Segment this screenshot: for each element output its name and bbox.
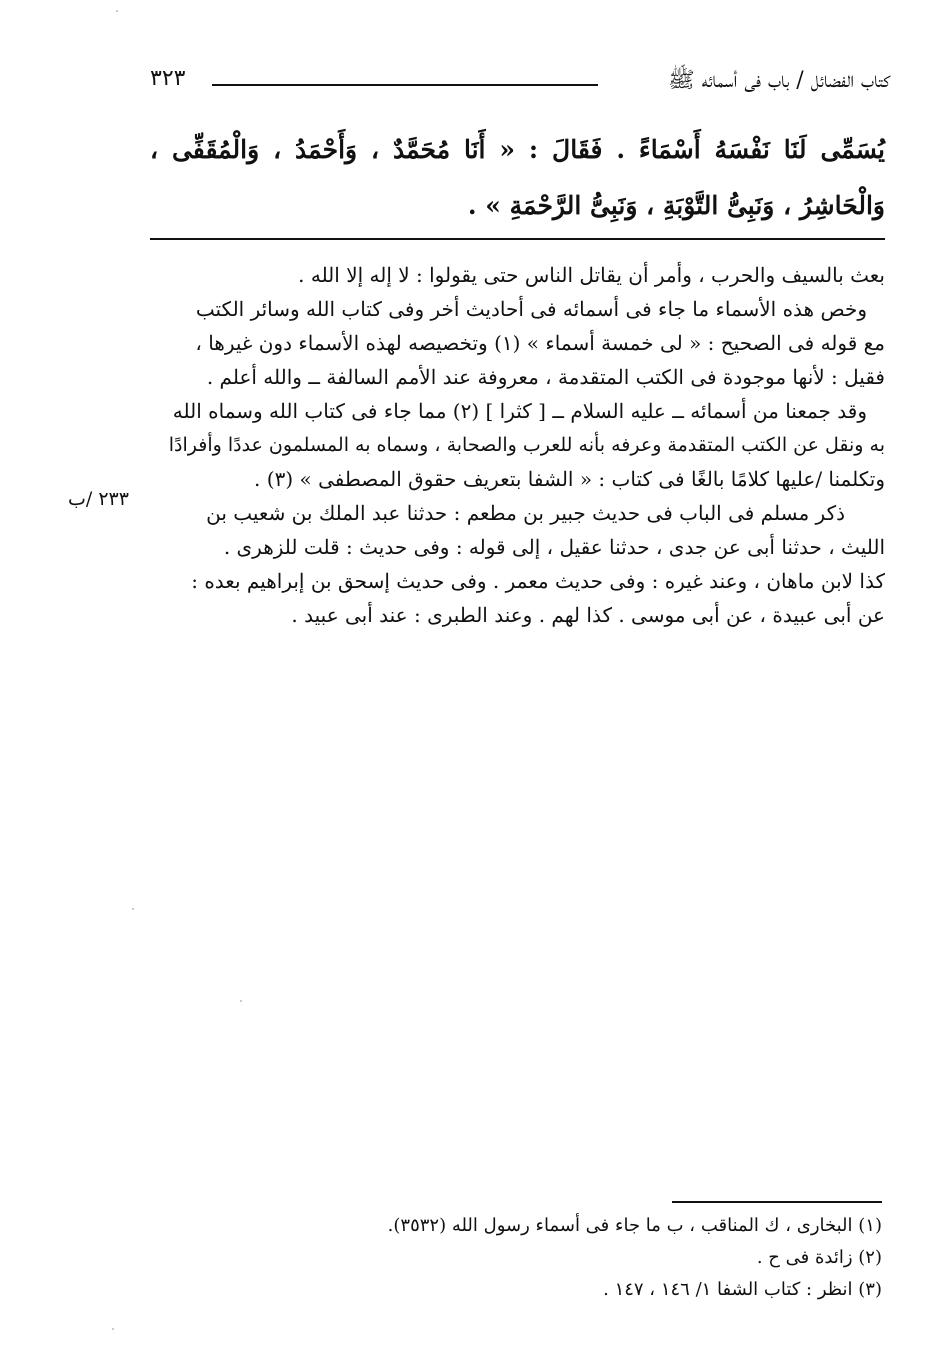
page-number: ٣٢٣ [150, 66, 186, 91]
scan-speck [240, 1000, 242, 1002]
commentary-line: وخص هذه الأسماء ما جاء فى أسمائه فى أحاديث أخر وفى كتاب الله وسائر الكتب [195, 297, 867, 321]
footnote: (١) البخارى ، ك المناقب ، ب ما جاء فى أسماء رسول الله (٣٥٣٢). [387, 1215, 882, 1236]
header-rule [212, 84, 598, 86]
commentary-line: به ونقل عن الكتب المتقدمة وعرفه بأنه للعرب والصحابة ، وسماه به المسلمون عددًا وأفرادًا [168, 434, 885, 456]
running-header-title: كتاب الفضائل / باب فى أسمائه ﷺ [668, 68, 890, 93]
scan-speck [116, 10, 118, 12]
commentary-block [150, 258, 885, 632]
footnote-rule [672, 1201, 882, 1203]
hadith-separator-rule [150, 238, 885, 240]
commentary-line: وتكلمنا /عليها كلامًا بالغًا فى كتاب : « الشفا بتعريف حقوق المصطفى » (٣) . [254, 467, 885, 491]
commentary-line: كذا لابن ماهان ، وعند غيره : وفى حديث معمر . وفى حديث إسحق بن إبراهيم بعده : [191, 569, 885, 593]
scan-speck [112, 1328, 114, 1330]
commentary-line: الليث ، حدثنا أبى عن جدى ، حدثنا عقيل ، إلى قوله : وفى حديث : قلت للزهرى . [223, 535, 885, 559]
manuscript-folio-marker: ٢٣٣ /ب [68, 488, 129, 510]
footnote: (٣) انظر : كتاب الشفا ١/ ١٤٦ ، ١٤٧ . [603, 1279, 882, 1300]
scan-speck [132, 908, 134, 910]
commentary-line: وقد جمعنا من أسمائه ــ عليه السلام ــ [ كثرا ] (٢) مما جاء فى كتاب الله وسماه الله [172, 399, 867, 423]
footnote: (٢) زائدة فى ح . [756, 1247, 882, 1268]
hadith-text: يُسَمِّى لَنَا نَفْسَهُ أَسْمَاءً . فَقَالَ : « أَنَا مُحَمَّدٌ ، وَأَحْمَدُ ، وَالْمُقَفِّى ، وَالْحَاشِرُ ، وَنَبِىُّ التَّوْبَةِ ، وَنَبِىُّ الرَّحْمَةِ » . [150, 135, 885, 220]
commentary-line: فقيل : لأنها موجودة فى الكتب المتقدمة ، معروفة عند الأمم السالفة ــ والله أعلم . [206, 365, 885, 389]
commentary-line: مع قوله فى الصحيح : « لى خمسة أسماء » (١) وتخصيصه لهذه الأسماء دون غيرها ، [195, 331, 885, 355]
running-header [150, 66, 890, 106]
commentary-line: ذكر مسلم فى الباب فى حديث جبير بن مطعم : حدثنا عبد الملك بن شعيب بن [206, 501, 845, 525]
commentary-line: بعث بالسيف والحرب ، وأمر أن يقاتل الناس حتى يقولوا : لا إله إلا الله . [298, 263, 885, 287]
footnotes [387, 1210, 882, 1306]
commentary-line: عن أبى عبيدة ، عن أبى موسى . كذا لهم . وعند الطبرى : عند أبى عبيد . [291, 603, 885, 627]
